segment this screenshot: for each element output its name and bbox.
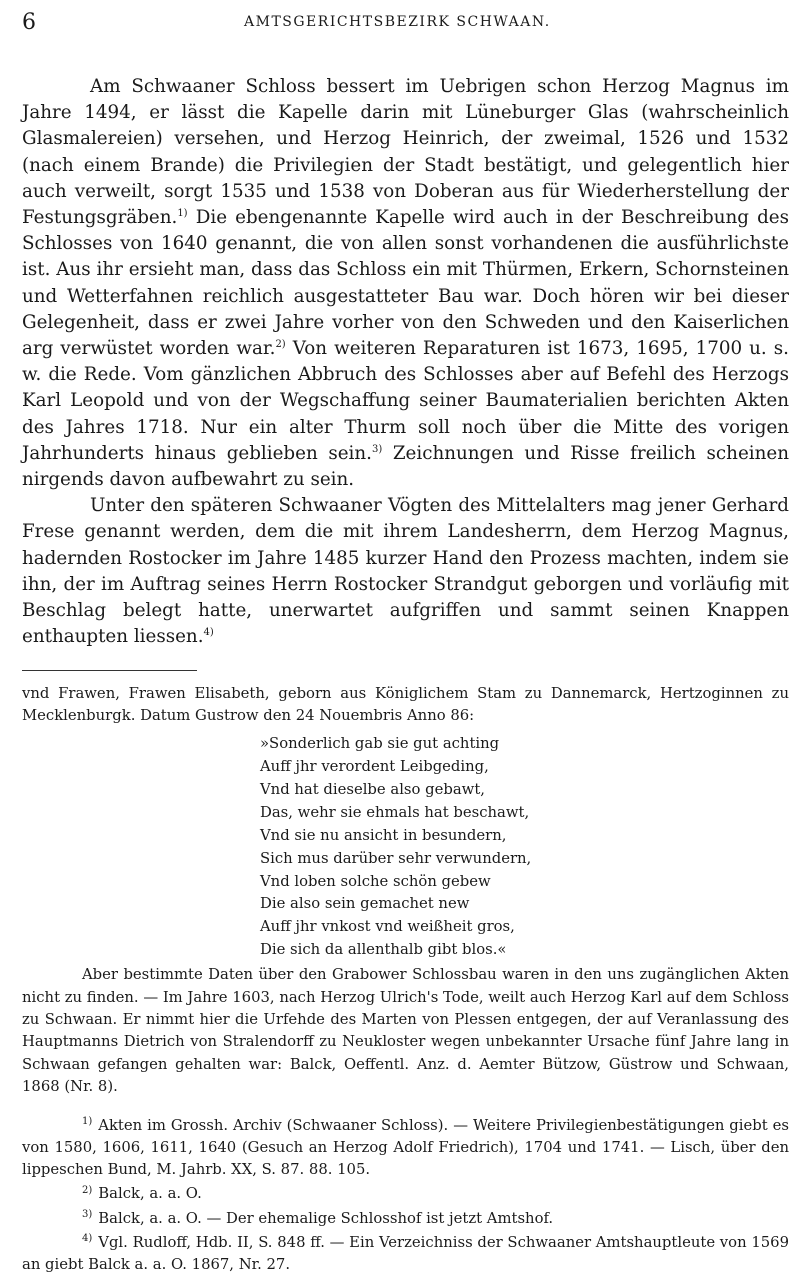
page-header <box>22 10 789 44</box>
paragraph-1-part-b: Die ebengenannte Kapelle wird auch in der Beschreibung des Schlosses von 1640 genannt, die von allen sonst vorhandenen die ausführlichste ist. Aus ihr ersieht man, dass das Schloss ein mit Thürmen, Erkern, Schornsteinen und Wetterfahnen reichlich ausgestatteter Bau war. Doch hören wir bei dieser Gelegenheit, dass er zwei Jahre vorher von den Schweden und den Kaiserlichen arg verwüstet worden war. <box>22 207 789 360</box>
footnote-text: Akten im Grossh. Archiv (Schwaaner Schloss). — Weitere Privilegienbestätigungen giebt es von 1580, 1606, 1611, 1640 (Gesuch an Herzog Adolf Friedrich), 1704 und 1741. — Lisch, über den lippeschen Bund, M. Jahrb. XX, S. 87. 88. 105. <box>22 1116 789 1179</box>
verse-line: Die also sein gemachet new <box>260 895 470 913</box>
paragraph-1-part-a: Am Schwaaner Schloss bessert im Uebrigen schon Herzog Magnus im Jahre 1494, er lässt die Kapelle darin mit Lüneburger Glas (wahrscheinlich Glasmalereien) versehen, und Herzog Heinrich, der zweimal, 1526 und 1532 (nach einem Brande) die Privilegien der Stadt bestätigt, und gelegentlich hier auch verweilt, sorgt 1535 und 1538 von Doberan aus für Wiederherstellung der Festungsgräben. <box>22 76 789 229</box>
paragraph-1 <box>22 74 789 493</box>
footnotes <box>22 1115 789 1277</box>
verse-line: Vnd hat dieselbe also gebawt, <box>260 780 485 798</box>
footnote-mark: 1) <box>82 1115 93 1127</box>
verse-line: Sich mus darüber sehr verwundern, <box>260 849 532 867</box>
paragraph-2 <box>22 493 789 650</box>
footnote-mark: 4) <box>82 1233 93 1245</box>
verse-line: Das, wehr sie ehmals hat beschawt, <box>260 803 530 821</box>
verse-line: Vnd loben solche schön gebew <box>260 872 491 890</box>
note-ref-1: 1) <box>177 207 188 219</box>
footnote-continuation-after <box>22 964 789 1098</box>
verse-line: Vnd sie nu ansicht in besundern, <box>260 826 507 844</box>
footnote-4 <box>22 1232 789 1277</box>
footnote-3 <box>22 1208 789 1230</box>
verse-line: Auff jhr vnkost vnd weißheit gros, <box>260 918 515 936</box>
note-ref-2: 2) <box>275 338 286 350</box>
footnote-2 <box>22 1183 789 1205</box>
main-text <box>22 74 789 650</box>
footnote-mark: 2) <box>82 1184 93 1196</box>
verse-line: »Sonderlich gab sie gut achting <box>260 735 500 753</box>
verse-line: Die sich da allenthalb gibt blos.« <box>260 941 507 959</box>
footnote-text: Vgl. Rudloff, Hdb. II, S. 848 ff. — Ein Verzeichniss der Schwaaner Amtshauptleute von 1569 an giebt Balck a. a. O. 1867, Nr. 27. <box>22 1234 789 1274</box>
verse-line: Auff jhr verordent Leibgeding, <box>260 757 489 775</box>
footnote-continuation-text: Aber bestimmte Daten über den Grabower Schlossbau waren in den uns zugänglichen Akten nicht zu finden. — Im Jahre 1603, nach Herzog Ulrich's Tode, weilt auch Herzog Karl auf dem Schloss zu Schwaan. Er nimmt hier die Urfehde des Marten von Plessen entgegen, der auf Veranlassung des Hauptmanns Dietrich von Stralendorff zu Neukloster wegen unbekannter Ursache fünf Jahre lang in Schwaan gefangen gehalten war: Balck, Oeffentl. Anz. d. Aemter Bützow, Güstrow und Schwaan, 1868 (Nr. 8). <box>22 966 789 1096</box>
paragraph-1-part-c: Von weiteren Reparaturen ist 1673, 1695, 1700 u. s. w. die Rede. Vom gänzlichen Abbruch des Schlosses aber auf Befehl des Herzogs Karl Leopold und von der Wegschaffung seiner Baumaterialien berichten Akten des Jahres 1718. Nur ein alter Thurm soll noch über die Mitte des vorigen Jahrhunderts hinaus geblieben sein. <box>22 338 789 464</box>
footnote-text: Balck, a. a. O. <box>98 1185 202 1203</box>
footnote-mark: 3) <box>82 1208 93 1220</box>
paragraph-2-text: Unter den späteren Schwaaner Vögten des Mittelalters mag jener Gerhard Frese genannt werden, dem die mit ihrem Landesherrn, dem Herzog Magnus, hadernden Rostocker im Jahre 1485 kurzer Hand den Prozess machten, indem sie ihn, der im Auftrag seines Herrn Rostocker Strandgut geborgen und vorläufig mit Beschlag belegt hatte, unerwartet aufgriffen und sammt seinen Knappen enthaupten liessen. <box>22 495 789 648</box>
footnote-text: Balck, a. a. O. — Der ehemalige Schlosshof ist jetzt Amtshof. <box>98 1209 554 1227</box>
note-ref-3: 3) <box>371 443 383 455</box>
page-number: 6 <box>22 10 36 35</box>
footnote-1 <box>22 1115 789 1182</box>
verse-block <box>260 733 789 962</box>
footnote-continuation-intro: vnd Frawen, Frawen Elisabeth, geborn aus Königlichem Stam zu Dannemarck, Hertzoginnen zu Mecklenburgk. Datum Gustrow den 24 Nouembris Anno 86: <box>22 685 789 725</box>
running-title: AMTSGERICHTSBEZIRK SCHWAAN. <box>244 14 551 30</box>
footnote-separator <box>22 670 197 671</box>
note-ref-4: 4) <box>203 627 214 639</box>
paragraph-1-part-d: Zeichnungen und Risse freilich scheinen nirgends davon aufbewahrt zu sein. <box>22 442 789 491</box>
